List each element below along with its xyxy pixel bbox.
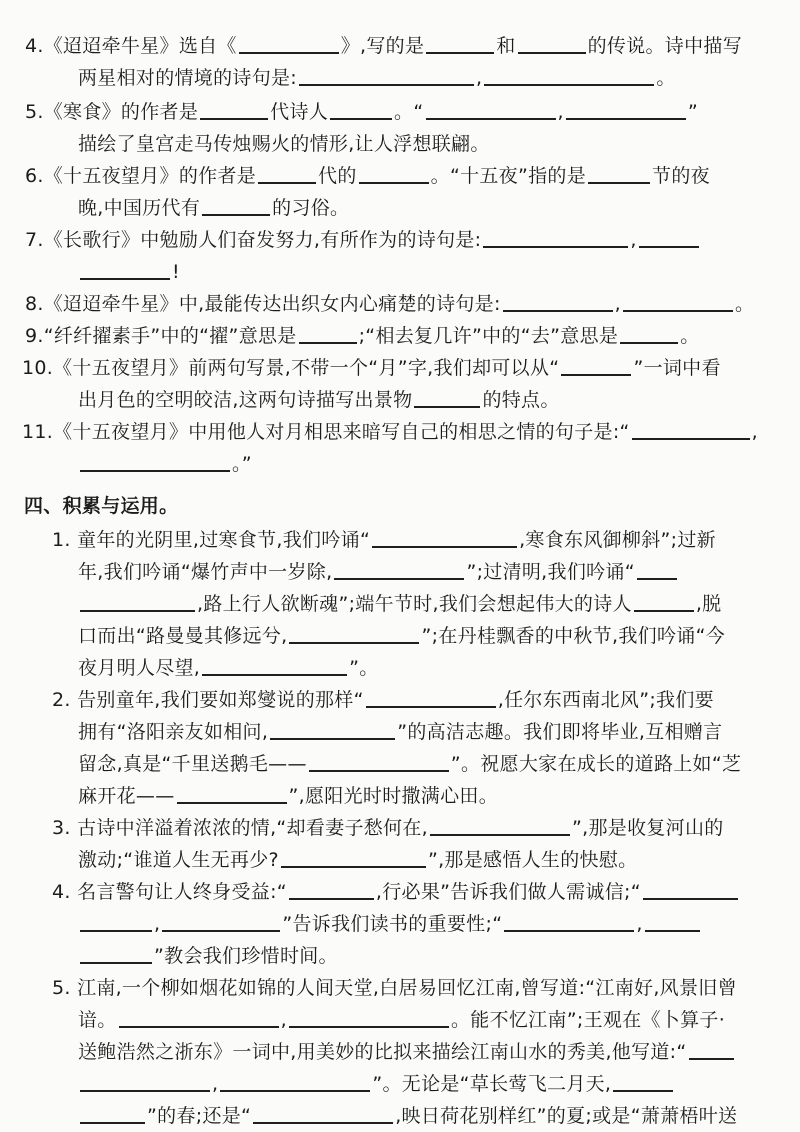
text: ;“相去复几许”中的“去”意思是 bbox=[358, 325, 619, 347]
text: ,行必果”告诉我们做人需诚信;“ bbox=[375, 881, 641, 903]
answer-blank[interactable] bbox=[200, 118, 268, 120]
q4-3-line2 bbox=[78, 845, 637, 875]
answer-blank[interactable] bbox=[639, 246, 699, 248]
answer-blank[interactable] bbox=[503, 310, 613, 312]
answer-blank[interactable] bbox=[483, 246, 628, 248]
text: 的习俗。 bbox=[272, 197, 350, 219]
text: ”告诉我们读书的重要性;“ bbox=[282, 913, 503, 935]
answer-blank[interactable] bbox=[220, 1090, 370, 1092]
text: 10.《十五夜望月》前两句写景,不带一个“月”字,我们却可以从“ bbox=[22, 357, 560, 379]
text: 4.《迢迢牵牛星》选自《 bbox=[25, 35, 237, 57]
answer-blank[interactable] bbox=[334, 578, 464, 580]
text: ”教会我们珍惜时间。 bbox=[154, 945, 338, 967]
answer-blank[interactable] bbox=[80, 278, 170, 280]
text: ”,那是收复河山的 bbox=[572, 817, 724, 839]
text: ”,那是感悟人生的快慰。 bbox=[427, 849, 638, 871]
answer-blank[interactable] bbox=[309, 770, 449, 772]
answer-blank[interactable] bbox=[202, 674, 347, 676]
text: ,任尔东西南北风”;我们要 bbox=[497, 689, 714, 711]
text: 留念,真是“千里送鹅毛—— bbox=[78, 753, 307, 775]
q3-11-line2 bbox=[78, 449, 252, 479]
text: , bbox=[280, 1009, 287, 1031]
answer-blank[interactable] bbox=[643, 898, 738, 900]
answer-blank[interactable] bbox=[561, 374, 631, 376]
answer-blank[interactable] bbox=[80, 1090, 210, 1092]
text: 的传说。诗中描写 bbox=[587, 35, 742, 57]
text: ”的高洁志趣。我们即将毕业,互相赠言 bbox=[397, 721, 723, 743]
q4-5-line1 bbox=[52, 973, 737, 1003]
text: 出月色的空明皎洁,这两句诗描写出景物 bbox=[78, 389, 413, 411]
answer-blank[interactable] bbox=[80, 470, 230, 472]
answer-blank[interactable] bbox=[518, 52, 586, 54]
answer-blank[interactable] bbox=[253, 1122, 393, 1124]
answer-blank[interactable] bbox=[637, 578, 677, 580]
text: 麻开花—— bbox=[78, 785, 175, 807]
q4-5-line5 bbox=[78, 1101, 737, 1131]
q4-1-line3 bbox=[78, 589, 721, 619]
q4-4-line1 bbox=[52, 877, 740, 907]
text: 。“ bbox=[394, 101, 424, 123]
q4-1-line2 bbox=[78, 557, 679, 587]
answer-blank[interactable] bbox=[689, 1058, 734, 1060]
text: , bbox=[154, 913, 161, 935]
text: , bbox=[614, 293, 622, 315]
text: 2. 告别童年,我们要如郑燮说的那样“ bbox=[52, 689, 364, 711]
answer-blank[interactable] bbox=[289, 642, 419, 644]
text: ! bbox=[172, 261, 180, 283]
text: 口而出“路曼曼其修远兮, bbox=[78, 625, 288, 647]
text: , bbox=[751, 421, 759, 443]
answer-blank[interactable] bbox=[80, 610, 195, 612]
text: ”的春;还是“ bbox=[147, 1105, 252, 1127]
text: ”。祝愿大家在成长的道路上如“芝 bbox=[450, 753, 742, 775]
q4-3-line1 bbox=[52, 813, 724, 843]
text: 晚,中国历代有 bbox=[78, 197, 201, 219]
q4-2-line4 bbox=[78, 781, 498, 811]
text: ”;过清明,我们吟诵“ bbox=[466, 561, 635, 583]
text: 的特点。 bbox=[482, 389, 560, 411]
text: 年,我们吟诵“爆竹声中一岁除, bbox=[78, 561, 333, 583]
answer-blank[interactable] bbox=[299, 342, 357, 344]
text: 两星相对的情境的诗句是: bbox=[78, 67, 298, 89]
text: 6.《十五夜望月》的作者是 bbox=[25, 165, 257, 187]
q3-6-line1 bbox=[25, 161, 710, 191]
answer-blank[interactable] bbox=[372, 546, 517, 548]
text: ”;在丹桂飘香的中秋节,我们吟诵“今 bbox=[421, 625, 726, 647]
q3-4-line2 bbox=[78, 63, 676, 93]
text: ” bbox=[687, 101, 698, 123]
text: 和 bbox=[496, 35, 516, 57]
answer-blank[interactable] bbox=[613, 1090, 673, 1092]
section-heading: 四、积累与运用。 bbox=[24, 495, 179, 517]
text: , bbox=[630, 229, 637, 251]
answer-blank[interactable] bbox=[623, 310, 733, 312]
q4-2-line2 bbox=[78, 717, 722, 747]
text: ,脱 bbox=[695, 593, 722, 615]
answer-blank[interactable] bbox=[426, 52, 494, 54]
answer-blank[interactable] bbox=[359, 182, 429, 184]
text: ,映日荷花别样红”的夏;或是“萧萧梧叶送 bbox=[395, 1105, 738, 1127]
answer-blank[interactable] bbox=[588, 182, 650, 184]
answer-blank[interactable] bbox=[202, 214, 270, 216]
text: ,路上行人欲断魂”;端午节时,我们会想起伟大的诗人 bbox=[197, 593, 632, 615]
answer-blank[interactable] bbox=[80, 962, 152, 964]
q3-5-line1 bbox=[25, 97, 698, 127]
text: 。 bbox=[735, 293, 755, 315]
answer-blank[interactable] bbox=[645, 930, 700, 932]
answer-blank[interactable] bbox=[504, 930, 634, 932]
q4-2-line3 bbox=[78, 749, 741, 779]
text: 9.“纤纤擢素手”中的“擢”意思是 bbox=[25, 325, 297, 347]
text: 代诗人 bbox=[270, 101, 329, 123]
answer-blank[interactable] bbox=[281, 866, 426, 868]
q4-1-line5 bbox=[78, 653, 379, 683]
text: 。” bbox=[232, 453, 252, 475]
answer-blank[interactable] bbox=[632, 438, 750, 440]
text: 。 bbox=[680, 325, 700, 347]
answer-blank[interactable] bbox=[330, 118, 392, 120]
q4-1-line1 bbox=[52, 525, 716, 555]
q4-4-line3 bbox=[78, 941, 338, 971]
answer-blank[interactable] bbox=[426, 118, 556, 120]
answer-blank[interactable] bbox=[258, 182, 316, 184]
text: 4. 名言警句让人终身受益:“ bbox=[52, 881, 287, 903]
text: 描绘了皇宫走马传烛赐火的情形,让人浮想联翩。 bbox=[78, 133, 490, 155]
q3-10-line2 bbox=[78, 385, 560, 415]
text: 11.《十五夜望月》中用他人对月相思来暗写自己的相思之情的句子是:“ bbox=[22, 421, 630, 443]
q4-5-line4 bbox=[78, 1069, 675, 1099]
answer-blank[interactable] bbox=[634, 610, 694, 612]
answer-blank[interactable] bbox=[484, 84, 654, 86]
answer-blank[interactable] bbox=[620, 342, 678, 344]
q3-5-line2 bbox=[78, 129, 490, 159]
text: 节的夜 bbox=[652, 165, 710, 187]
text: , bbox=[557, 101, 564, 123]
answer-blank[interactable] bbox=[80, 930, 152, 932]
text: 拥有“洛阳亲友如相问, bbox=[78, 721, 269, 743]
answer-blank[interactable] bbox=[430, 834, 570, 836]
q3-8-line bbox=[25, 289, 754, 319]
q3-11-line1 bbox=[22, 417, 758, 447]
answer-blank[interactable] bbox=[566, 118, 686, 120]
answer-blank[interactable] bbox=[162, 930, 280, 932]
q4-5-line2 bbox=[78, 1005, 725, 1035]
text: 夜月明人尽望, bbox=[78, 657, 201, 679]
text: 8.《迢迢牵牛星》中,最能传达出织女内心痛楚的诗句是: bbox=[25, 293, 501, 315]
text: ,寒食东风御柳斜”;过新 bbox=[519, 529, 716, 551]
answer-blank[interactable] bbox=[270, 738, 395, 740]
text: 。“十五夜”指的是 bbox=[430, 165, 587, 187]
q4-2-line1 bbox=[52, 685, 714, 715]
text: , bbox=[636, 913, 643, 935]
text: 5.《寒食》的作者是 bbox=[25, 101, 199, 123]
q3-7-line1 bbox=[25, 225, 701, 255]
text: , bbox=[212, 1073, 219, 1095]
text: 。能不忆江南”;王观在《卜算子· bbox=[450, 1009, 726, 1031]
q4-1-line4 bbox=[78, 621, 725, 651]
text: 激动;“谁道人生无再少? bbox=[78, 849, 279, 871]
text: ”。 bbox=[349, 657, 379, 679]
text: ”。无论是“草长莺飞二月天, bbox=[372, 1073, 612, 1095]
q3-6-line2 bbox=[78, 193, 349, 223]
q3-7-line2 bbox=[78, 257, 180, 287]
text: 7.《长歌行》中勉励人们奋发努力,有所作为的诗句是: bbox=[25, 229, 482, 251]
q4-4-line2 bbox=[78, 909, 702, 939]
q3-9-line bbox=[25, 321, 700, 351]
text: 1. 童年的光阴里,过寒食节,我们吟诵“ bbox=[52, 529, 371, 551]
answer-blank[interactable] bbox=[289, 898, 374, 900]
answer-blank[interactable] bbox=[80, 1122, 145, 1124]
q3-4-line1 bbox=[25, 31, 742, 61]
text: 送鲍浩然之浙东》一词中,用美妙的比拟来描绘江南山水的秀美,他写道:“ bbox=[78, 1041, 687, 1063]
answer-blank[interactable] bbox=[177, 802, 287, 804]
answer-blank[interactable] bbox=[366, 706, 496, 708]
text: ”,愿阳光时时撒满心田。 bbox=[288, 785, 498, 807]
text: 代的 bbox=[318, 165, 357, 187]
text: , bbox=[476, 67, 483, 89]
answer-blank[interactable] bbox=[414, 406, 480, 408]
answer-blank[interactable] bbox=[239, 52, 339, 54]
text: 。 bbox=[656, 67, 676, 89]
text: 5. 江南,一个柳如烟花如锦的人间天堂,白居易回忆江南,曾写道:“江南好,风景旧曾 bbox=[52, 977, 737, 999]
answer-blank[interactable] bbox=[299, 84, 474, 86]
text: 》,写的是 bbox=[340, 35, 425, 57]
q3-10-line1 bbox=[22, 353, 721, 383]
text: 3. 古诗中洋溢着浓浓的情,“却看妻子愁何在, bbox=[52, 817, 428, 839]
answer-blank[interactable] bbox=[119, 1026, 279, 1028]
q4-5-line3 bbox=[78, 1037, 736, 1067]
text: 谙。 bbox=[78, 1009, 117, 1031]
text: ”一词中看 bbox=[633, 357, 721, 379]
answer-blank[interactable] bbox=[289, 1026, 449, 1028]
